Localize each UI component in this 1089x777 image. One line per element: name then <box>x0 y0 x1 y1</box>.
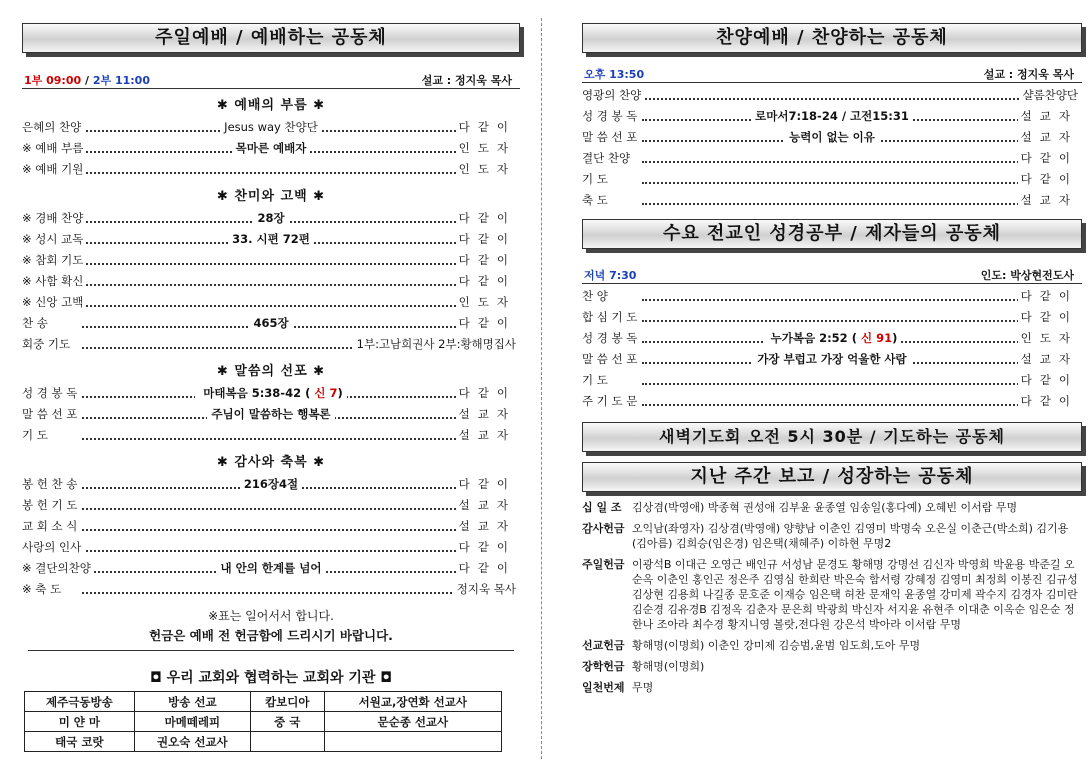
program-row <box>22 579 520 600</box>
report-value: 황해명(이명희) <box>632 660 705 673</box>
program-row <box>22 334 520 355</box>
program-leader: 샬롬찬양단 <box>1019 85 1078 106</box>
program-label: 말 씀 선 포 <box>22 404 80 425</box>
program-content <box>22 558 520 579</box>
praise-time: 오후 13:50 <box>584 68 645 81</box>
program-row <box>582 370 1082 391</box>
program-content <box>22 404 520 425</box>
report-row <box>582 680 1082 695</box>
report-key: 장학헌금 <box>582 660 625 673</box>
program-leader: 다같이 <box>456 117 516 138</box>
coop-cell: 서원교,장연화 선교사 <box>324 692 501 712</box>
program-leader: 인도자 <box>456 292 516 313</box>
program-leader: 인도자 <box>1018 328 1078 349</box>
program-content <box>582 349 1082 370</box>
program-row <box>582 85 1082 106</box>
section-heading: ✱ 찬미와 고백 ✱ <box>216 189 326 204</box>
hymn-number: 신 91 <box>860 331 893 345</box>
program-leader: 1부:고남희권사 2부:황해명집사 <box>354 334 516 355</box>
coop-cell: 문순종 선교사 <box>324 712 501 732</box>
report-row <box>582 638 1082 653</box>
program-content <box>22 474 520 495</box>
coop-row <box>25 732 502 752</box>
program-label: 찬 양 <box>582 286 611 307</box>
program-row <box>22 271 520 292</box>
wednesday-leader: 인도: 박상현전도사 <box>980 269 1074 282</box>
program-label: ※ 경배 찬양 <box>22 208 86 229</box>
program-row <box>22 229 520 250</box>
program-leader: 다같이 <box>1018 370 1078 391</box>
program-row <box>582 106 1082 127</box>
coop-cell: 태국 코랏 <box>25 732 135 752</box>
coop-row <box>25 712 502 732</box>
program-leader: 설교자 <box>456 425 516 446</box>
program-row <box>582 190 1082 211</box>
program-leader: 설교자 <box>1018 127 1078 148</box>
scripture-text: 마태복음 5:38-42 ( <box>199 386 314 400</box>
leader-dots <box>642 161 1022 163</box>
report-value: 오익남(좌영자) 김상겸(박영애) 양향남 이춘인 김영미 박명숙 오은실 이춘근(박소희) 김기용(김아름) 김희승(임은경) 임은택(채혜주) 이하현 무명2 <box>632 522 1069 550</box>
program-row <box>22 138 520 159</box>
service2-time: 2부 11:00 <box>92 74 150 87</box>
program-leader: 다같이 <box>1018 148 1078 169</box>
program-leader: 설교자 <box>1018 106 1078 127</box>
coop-cell: 방송 선교 <box>134 692 250 712</box>
program-row <box>22 383 520 404</box>
program-row <box>22 159 520 180</box>
leader-dots <box>82 172 460 174</box>
program-row <box>22 292 520 313</box>
program-detail: 목마른 예배자 <box>232 141 311 155</box>
praise-service-info <box>582 63 1082 83</box>
sunday-worship-banner: 주일예배 / 예배하는 공동체 <box>22 23 520 53</box>
program-leader: 다같이 <box>1018 391 1078 412</box>
program-label: 기 도 <box>582 169 611 190</box>
program-detail: Jesus way 찬양단 <box>220 120 322 134</box>
program-row <box>22 250 520 271</box>
program-label: 성 경 봉 독 <box>22 383 80 404</box>
service-separator: / <box>84 74 89 87</box>
coop-cell: 제주극동방송 <box>25 692 135 712</box>
program-detail: 능력이 없는 이유 <box>785 130 879 144</box>
program-label: ※ 신앙 고백 <box>22 292 86 313</box>
praise-worship-banner: 찬양예배 / 찬양하는 공동체 <box>582 23 1082 53</box>
program-row <box>22 313 520 334</box>
leader-dots <box>642 299 1022 301</box>
program-row <box>22 425 520 446</box>
program-leader: 다같이 <box>1018 286 1078 307</box>
scripture-reference <box>195 386 346 400</box>
leader-dots <box>82 592 460 594</box>
coop-cell: 캄보디아 <box>250 692 324 712</box>
right-column <box>582 0 1082 701</box>
program-leader: 다같이 <box>456 537 516 558</box>
program-label: ※ 성시 교독 <box>22 229 86 250</box>
program-label: ※ 예배 기원 <box>22 159 86 180</box>
program-label: 은혜의 찬양 <box>22 117 84 138</box>
wednesday-info <box>582 264 1082 284</box>
coop-cell: 미 얀 마 <box>25 712 135 732</box>
coop-table <box>24 691 502 752</box>
program-leader: 다같이 <box>456 271 516 292</box>
program-leader: 다같이 <box>456 313 516 334</box>
service1-time: 1부 09:00 <box>24 74 82 87</box>
program-row <box>22 474 520 495</box>
scripture-close: ) <box>337 386 343 400</box>
report-row <box>582 557 1082 632</box>
coop-cell: 중 국 <box>250 712 324 732</box>
program-row <box>22 495 520 516</box>
program-label: ※ 결단의찬양 <box>22 558 94 579</box>
leader-dots <box>642 98 1022 100</box>
program-leader: 다같이 <box>456 208 516 229</box>
offering-note: 헌금은 예배 전 헌금함에 드리시기 바랍니다. <box>149 628 393 643</box>
program-row <box>582 307 1082 328</box>
program-detail: 주님이 말씀하는 행복론 <box>207 407 334 421</box>
left-column <box>22 0 520 752</box>
program-label: 봉 헌 기 도 <box>22 495 80 516</box>
weekly-report <box>582 500 1082 695</box>
program-row <box>22 516 520 537</box>
program-leader: 다같이 <box>456 474 516 495</box>
report-key: 십 일 조 <box>582 501 622 514</box>
standing-note: ※표는 일어서서 합니다. <box>208 609 334 623</box>
program-label: 성 경 봉 독 <box>582 106 640 127</box>
program-label: 교 회 소 식 <box>22 516 80 537</box>
leader-dots <box>642 404 1022 406</box>
report-row <box>582 659 1082 674</box>
report-row <box>582 521 1082 551</box>
program-label: 말 씀 선 포 <box>582 127 640 148</box>
report-key: 주일헌금 <box>582 558 625 571</box>
leader-dots <box>82 550 460 552</box>
program-leader: 설교자 <box>1018 190 1078 211</box>
leader-dots <box>82 284 460 286</box>
program-row <box>582 148 1082 169</box>
program-leader: 설교자 <box>456 495 516 516</box>
program-leader: 다같이 <box>456 383 516 404</box>
program-content <box>582 328 1082 349</box>
coop-cell <box>324 732 501 752</box>
program-label: 사랑의 인사 <box>22 537 84 558</box>
praise-order <box>582 85 1082 211</box>
program-row <box>582 286 1082 307</box>
program-row <box>582 328 1082 349</box>
program-row <box>22 558 520 579</box>
program-label: ※ 참회 기도 <box>22 250 86 271</box>
coop-title: ◘ 우리 교회와 협력하는 교회와 기관 ◘ <box>149 670 393 686</box>
program-label: 회중 기도 <box>22 334 73 355</box>
leader-dots <box>82 529 460 531</box>
program-detail: 28장 <box>253 211 288 225</box>
service-times <box>24 72 150 88</box>
program-label: ※ 예배 부름 <box>22 138 86 159</box>
program-label: 찬 송 <box>22 313 51 334</box>
coop-cell: 마메떼레피 <box>134 712 250 732</box>
scripture-reference <box>763 331 902 345</box>
program-row <box>582 349 1082 370</box>
program-row <box>22 208 520 229</box>
program-row <box>22 537 520 558</box>
coop-cell <box>250 732 324 752</box>
program-leader: 정지욱 목사 <box>454 579 516 600</box>
praise-preacher: 설교 : 정지욱 목사 <box>983 68 1074 81</box>
program-detail: 216장4절 <box>240 477 302 491</box>
report-value: 황해명(이명희) 이춘인 강미제 김승범,윤범 임도희,도아 무명 <box>632 639 921 652</box>
wednesday-banner: 수요 전교인 성경공부 / 제자들의 공동체 <box>582 219 1082 249</box>
leader-dots <box>642 203 1022 205</box>
report-row <box>582 500 1082 515</box>
program-label: 주 기 도 문 <box>582 391 640 412</box>
sunday-service-info <box>22 69 520 89</box>
program-leader: 인도자 <box>456 159 516 180</box>
program-detail: 465장 <box>249 316 292 330</box>
program-detail: 33. 시편 72편 <box>228 232 314 246</box>
sunday-order-of-worship <box>22 95 520 600</box>
leader-dots <box>642 320 1022 322</box>
program-content <box>582 106 1082 127</box>
report-value: 김상겸(박영애) 박종혁 권성애 김부윤 윤종열 임송일(홍다예) 오혜빈 이서람 무명 <box>632 501 1018 514</box>
program-label: 말 씀 선 포 <box>582 349 640 370</box>
dawn-prayer-banner: 새벽기도회 오전 5시 30분 / 기도하는 공동체 <box>582 422 1082 452</box>
program-content <box>22 383 520 404</box>
program-leader: 인도자 <box>456 138 516 159</box>
section-heading: ✱ 감사와 축복 ✱ <box>216 455 326 470</box>
report-key: 감사헌금 <box>582 522 625 535</box>
program-label: 기 도 <box>582 370 611 391</box>
preacher: 설교 : 정지욱 목사 <box>421 74 512 87</box>
program-label: 봉 헌 찬 송 <box>22 474 80 495</box>
program-row <box>582 391 1082 412</box>
program-leader: 다같이 <box>1018 307 1078 328</box>
section-rule <box>28 650 514 651</box>
program-leader: 설교자 <box>456 516 516 537</box>
section-heading: ✱ 말씀의 선포 ✱ <box>216 364 326 379</box>
leader-dots <box>642 182 1022 184</box>
weekly-report-banner: 지난 주간 보고 / 성장하는 공동체 <box>582 462 1082 492</box>
program-label: 합 심 기 도 <box>582 307 640 328</box>
report-key: 일천번제 <box>582 681 625 694</box>
program-row <box>22 117 520 138</box>
wednesday-time: 저녁 7:30 <box>584 269 637 282</box>
leader-dots <box>82 305 460 307</box>
leader-dots <box>642 383 1022 385</box>
section-heading: ✱ 예배의 부름 ✱ <box>216 98 326 113</box>
program-label: 기 도 <box>22 425 51 446</box>
program-label: 결단 찬양 <box>582 148 633 169</box>
program-content <box>22 138 520 159</box>
report-key: 선교헌금 <box>582 639 625 652</box>
report-value: 무명 <box>632 681 654 694</box>
program-content <box>22 117 520 138</box>
program-content <box>22 229 520 250</box>
report-value: 이광석B 이대근 오영근 배인규 서성남 문경도 황해명 강명선 김신자 박영희 박윤용 박준길 오순옥 이춘인 홍인곤 정은주 김영심 한희란 박은숙 함서령 강혜정 김영미 최정희 이봉진 김규성 김상현 김용희 나길종 문호준 이재승 임은택 허찬 문재익 윤종열 강미제 곽수지 김경자 김미란 김순경 김유경B 김정옥 김춘자 문은희 박광희 박신자 서지윤 유현주 이대춘 이옥순 임은순 정한나 조아라 최수경 황지니영 볼랏,전다원 강은석 박아라 이서람 무명 <box>632 558 1078 631</box>
page-divider <box>541 18 542 759</box>
leader-dots <box>82 263 460 265</box>
scripture-text: 누가복음 2:52 ( <box>767 331 861 345</box>
program-content <box>22 313 520 334</box>
program-row <box>22 404 520 425</box>
hymn-number: 신 7 <box>314 386 338 400</box>
program-leader: 다같이 <box>456 558 516 579</box>
program-row <box>582 127 1082 148</box>
program-detail: 로마서7:18-24 / 고전15:31 <box>751 109 913 123</box>
program-leader: 설교자 <box>1018 349 1078 370</box>
program-label: 축 도 <box>582 190 611 211</box>
program-label: ※ 축 도 <box>22 579 64 600</box>
scripture-close: ) <box>892 331 898 345</box>
program-detail: 내 안의 한계를 넘어 <box>217 561 326 575</box>
program-leader: 설교자 <box>456 404 516 425</box>
program-label: 영광의 찬양 <box>582 85 644 106</box>
coop-row <box>25 692 502 712</box>
program-leader: 다같이 <box>456 250 516 271</box>
program-row <box>582 169 1082 190</box>
program-leader: 다같이 <box>456 229 516 250</box>
program-label: 성 경 봉 독 <box>582 328 640 349</box>
program-leader: 다같이 <box>1018 169 1078 190</box>
program-content <box>22 208 520 229</box>
program-content <box>582 127 1082 148</box>
leader-dots <box>82 438 460 440</box>
program-detail: 가장 부럽고 가장 억울한 사람 <box>753 352 910 366</box>
leader-dots <box>82 508 460 510</box>
coop-cell: 권오숙 선교사 <box>134 732 250 752</box>
wednesday-order <box>582 286 1082 412</box>
program-label: ※ 사함 확신 <box>22 271 86 292</box>
